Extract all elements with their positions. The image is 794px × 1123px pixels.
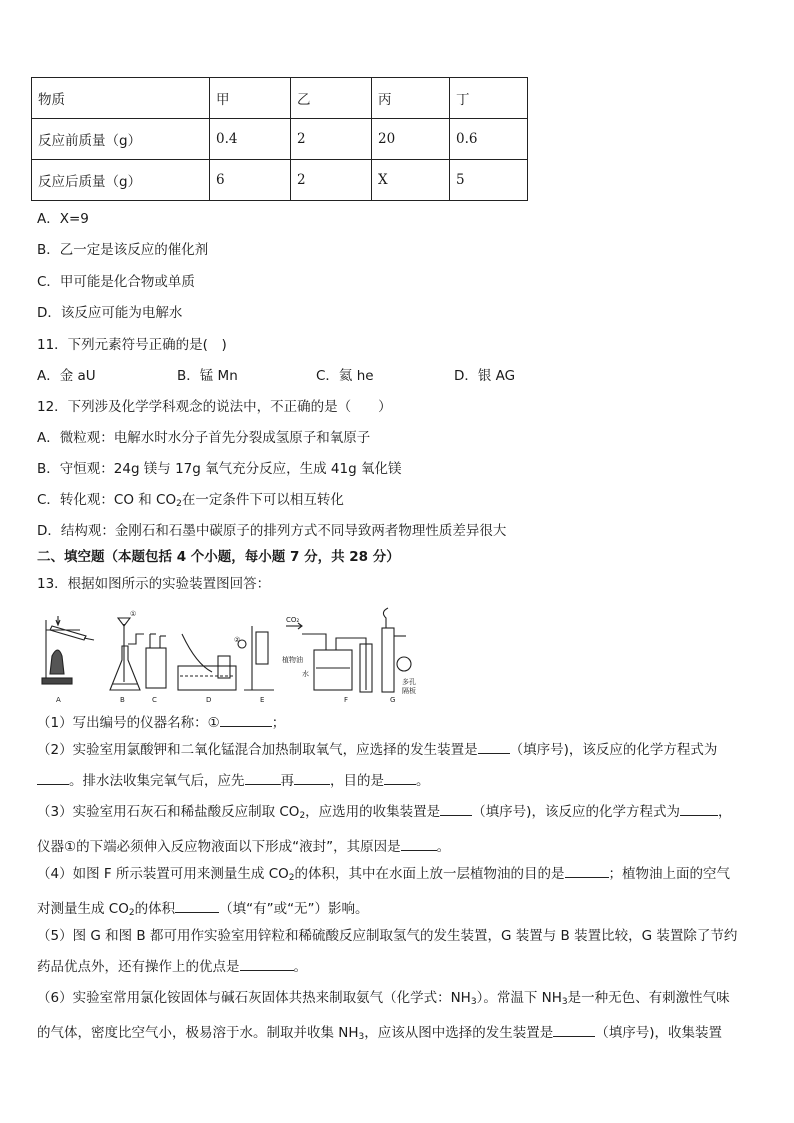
table-header-cell: 物质 <box>32 78 210 119</box>
apparatus-figure <box>36 604 426 704</box>
answer-blank[interactable] <box>294 770 330 785</box>
table-cell: 5 <box>450 160 528 201</box>
figure-mark-2: ② <box>234 636 241 644</box>
table-row <box>32 119 528 160</box>
figure-label-a: A <box>56 696 61 704</box>
answer-blank[interactable] <box>37 770 69 785</box>
q13-part-3: （3）实验室用石灰石和稀盐酸反应制取 $CO_2$，应选用的收集装置是 （填序号)，该反应的化学方程式为 ， 仪器①的下端必须伸入反应物液面以下形成“液封”，其原因是 。 <box>37 797 755 863</box>
answer-blank[interactable] <box>478 739 510 754</box>
answer-blank[interactable] <box>440 801 472 816</box>
apparatus-d <box>178 634 236 690</box>
table-row <box>32 160 528 201</box>
figure-mark-1: ① <box>130 610 137 618</box>
q11-option-b: B．锰 Mn <box>177 368 238 384</box>
table-header-cell: 乙 <box>291 78 372 119</box>
q11-option-c: C．氦 he <box>316 368 374 384</box>
figure-plate-label-1: 多孔 <box>402 678 416 686</box>
table-cell: 2 <box>291 160 372 201</box>
q13-part-1: （1）写出编号的仪器名称：① ； <box>37 712 285 732</box>
apparatus-e <box>238 626 274 690</box>
q10-option-a: A．X=9 <box>37 211 89 227</box>
q13-stem: 13．根据如图所示的实验装置图回答： <box>37 576 271 592</box>
answer-blank[interactable] <box>175 898 219 913</box>
figure-label-b: B <box>120 696 125 704</box>
q13-part-2: （2）实验室用氯酸钾和二氧化锰混合加热制取氧气，应选择的发生装置是 （填序号)，该反应的化学方程式为 。排水法收集完氧气后，应先 再 ，目的是 。 <box>37 735 755 797</box>
q12-option-c: C．转化观：CO 和 $CO_2$在一定条件下可以相互转化 <box>37 492 344 509</box>
q12-option-b: B．守恒观：24g 镁与 17g 氧气充分反应，生成 41g 氧化镁 <box>37 461 402 477</box>
table-cell: 反应前质量（g） <box>32 119 210 160</box>
answer-blank[interactable] <box>384 770 416 785</box>
table-cell: 6 <box>210 160 291 201</box>
table-cell: 20 <box>372 119 450 160</box>
apparatus-b <box>110 618 144 690</box>
table-header-cell: 丁 <box>450 78 528 119</box>
figure-oil-label: 植物油 <box>282 656 303 664</box>
figure-label-f: F <box>344 696 349 704</box>
answer-blank[interactable] <box>245 770 281 785</box>
q11-stem: 11．下列元素符号正确的是( ) <box>37 337 227 353</box>
q12-stem: 12．下列涉及化学学科观念的说法中，不正确的是（ ） <box>37 399 392 415</box>
table-cell: 2 <box>291 119 372 160</box>
q13-part-6: （6）实验室常用氯化铵固体与碱石灰固体共热来制取氨气（化学式：$NH_3$）。常温下 $NH_3$是一种无色、有刺激性气味 的气体，密度比空气小，极易溶于水。制取并收集 $NH_3$，应该从图中选择的发生装置是 （填序号)，收集装置 <box>37 990 730 1042</box>
figure-co2-label: CO₂ <box>286 616 300 624</box>
figure-label-e: E <box>260 696 265 704</box>
figure-label-c: C <box>152 696 157 704</box>
answer-blank[interactable] <box>240 956 294 971</box>
q12-option-a: A．微粒观：电解水时水分子首先分裂成氢原子和氧原子 <box>37 430 371 446</box>
answer-blank[interactable] <box>220 712 272 727</box>
table-header-row <box>32 78 528 119</box>
q10-option-d: D．该反应可能为电解水 <box>37 305 183 321</box>
table-cell: 0.6 <box>450 119 528 160</box>
figure-label-g: G <box>390 696 396 704</box>
table-header-cell: 甲 <box>210 78 291 119</box>
q10-option-c: C．甲可能是化合物或单质 <box>37 274 195 290</box>
figure-water-label: 水 <box>302 670 309 678</box>
figure-plate-label-2: 隔板 <box>402 687 416 695</box>
q13-part-5: （5）图 G 和图 B 都可用作实验室用锌粒和稀硫酸反应制取氢气的发生装置，G 装置与 B 装置比较，G 装置除了节约 药品优点外，还有操作上的优点是 。 <box>37 928 738 975</box>
answer-blank[interactable] <box>553 1022 595 1037</box>
apparatus-a <box>42 616 94 684</box>
table-cell: 0.4 <box>210 119 291 160</box>
apparatus-c <box>146 634 166 688</box>
answer-blank[interactable] <box>680 801 718 816</box>
answer-blank[interactable] <box>565 863 609 878</box>
q10-option-b: B．乙一定是该反应的催化剂 <box>37 242 209 258</box>
q11-option-d: D．银 AG <box>454 368 516 384</box>
q12-option-d: D．结构观：金刚石和石墨中碳原子的排列方式不同导致两者物理性质差异很大 <box>37 523 507 539</box>
section-heading: 二、填空题（本题包括 4 个小题，每小题 7 分，共 28 分） <box>37 549 400 565</box>
table-cell: 反应后质量（g） <box>32 160 210 201</box>
figure-label-d: D <box>206 696 212 704</box>
table-cell: X <box>372 160 450 201</box>
mass-table <box>31 77 528 201</box>
q11-option-a: A．金 aU <box>37 368 96 384</box>
q13-part-4: （4）如图 F 所示装置可用来测量生成 $CO_2$的体积，其中在水面上放一层植物油的目的是 ；植物油上面的空气 对测量生成 $CO_2$的体积 （填“有”或“无”）影响。 <box>37 859 755 929</box>
answer-blank[interactable] <box>401 836 437 851</box>
table-header-cell: 丙 <box>372 78 450 119</box>
